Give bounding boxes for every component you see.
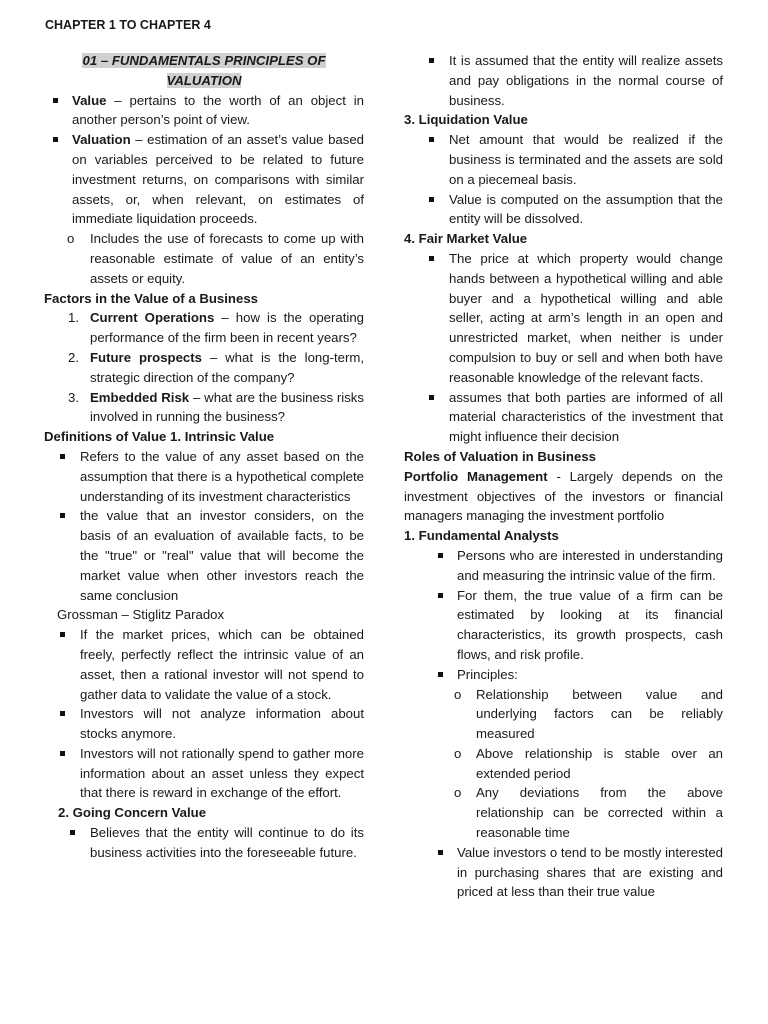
sub-bullet-marker: o [454, 686, 462, 702]
value-definition-text: – pertains to the worth of an object in another person’s point of view. [72, 92, 364, 128]
valuation-sub-text: Includes the use of forecasts to come up with reasonable estimate of value of an entity’s assets or equity. [90, 231, 364, 286]
section-title-line1: 01 – FUNDAMENTALS PRINCIPLES OF [82, 53, 326, 68]
bullet-icon [53, 137, 58, 142]
bullet-icon [60, 513, 65, 518]
paradox-label: Grossman – Stiglitz Paradox [57, 607, 225, 623]
bullet-icon [60, 711, 65, 716]
bullet-icon [70, 830, 75, 835]
factors-heading: Factors in the Value of a Business [44, 290, 258, 306]
portfolio-management [404, 467, 723, 526]
factor-text: – what are the business risks involved in running the business? [90, 389, 364, 425]
going-concern-bullet: Believes that the entity will continue to do its business activities into the foreseeable future. [44, 823, 364, 863]
principle-item: o Any deviations from the above relationship can be corrected within a reasonable time [454, 785, 723, 841]
analysts-bullet: Persons who are interested in understanding and measuring the intrinsic value of the firm. [404, 546, 723, 586]
valuation-definition [44, 130, 364, 229]
section-title-line2: VALUATION [166, 72, 242, 88]
valuation-sub-item [44, 229, 364, 288]
paradox-bullet: If the market prices, which can be obtained freely, perfectly reflect the intrinsic value of an asset, then a rational investor will not spend to gather data to validate the value of a stock. [44, 625, 364, 704]
bullet-icon [429, 137, 434, 142]
valuation-term: Valuation [72, 132, 131, 148]
portfolio-text: - Largely depends on the investment objectives of the investors or financial managers managing the investment portfolio [404, 468, 723, 524]
right-column [404, 51, 723, 902]
page-header: CHAPTER 1 TO CHAPTER 4 [45, 18, 211, 32]
section-title [76, 51, 332, 91]
bullet-icon [53, 98, 58, 103]
bullet-icon [438, 553, 443, 558]
principles-bullet [404, 665, 723, 685]
factor-text: – what is the long-term, strategic direction of the company? [90, 349, 365, 385]
factor-term: Current Operations [90, 310, 215, 326]
bullet-icon [438, 850, 443, 855]
bullet-icon [429, 256, 434, 261]
roles-heading: Roles of Valuation in Business [404, 448, 596, 464]
going-concern-bullet: It is assumed that the entity will realize assets and pay obligations in the normal course of business. [404, 51, 723, 110]
bullet-icon [60, 751, 65, 756]
bullet-icon [429, 197, 434, 202]
factor-term: Future prospects [90, 349, 202, 365]
valuation-definition-text: – estimation of an asset’s value based on variables perceived to be related to future investment returns, on comparisons with similar assets, or, when relevant, on estimates of immediate liquidation proceeds. [72, 132, 364, 227]
paradox-bullet: Investors will not analyze information about stocks anymore. [44, 704, 364, 744]
factor-term: Embedded Risk [90, 389, 190, 405]
value-investors-bullet: Value investors o tend to be mostly interested in purchasing shares that are existing and priced at less than their true value [404, 843, 723, 902]
bullet-icon [60, 454, 65, 459]
bullet-icon [60, 632, 65, 637]
fmv-bullet: assumes that both parties are informed of all material characteristics of the investment that might influence their decision [404, 388, 723, 447]
factor-number: 3. [68, 389, 79, 405]
principle-item: o Above relationship is stable over an extended period [454, 745, 723, 781]
factor-text: – how is the operating performance of the firm been in recent years? [90, 310, 364, 346]
sub-bullet-marker: o [454, 785, 462, 801]
bullet-icon [438, 672, 443, 677]
sub-bullet-marker: o [454, 745, 462, 761]
principles-label: Principles: [457, 666, 518, 682]
liquidation-bullet: Net amount that would be realized if the business is terminated and the assets are sold on a piecemeal basis. [404, 130, 723, 189]
bullet-icon [429, 395, 434, 400]
paradox-bullet: Investors will not rationally spend to gather more information about an asset unless they expect that there is reward in exchange of the effort. [44, 744, 364, 803]
fmv-bullet: The price at which property would change hands between a hypothetical willing and able buyer and a hypothetical willing and able seller, acting at arm’s length in an open and unrestricted market, when neither is under compulsion to buy or sell and when both have reasonable knowledge of the relevant facts. [404, 249, 723, 388]
liquidation-bullet: Value is computed on the assumption that the entity will be dissolved. [404, 190, 723, 230]
factor-item [44, 308, 364, 348]
value-term: Value [72, 92, 107, 108]
factor-number: 1. [68, 310, 79, 326]
factor-item [44, 388, 364, 428]
sub-bullet-marker: o [67, 231, 75, 247]
liquidation-heading: 3. Liquidation Value [404, 112, 528, 128]
analysts-heading: 1. Fundamental Analysts [404, 528, 559, 544]
factor-number: 2. [68, 349, 79, 365]
bullet-icon [438, 593, 443, 598]
value-definition [44, 91, 364, 131]
principle-item: o Relationship between value and underlying factors can be reliably measured [454, 686, 723, 742]
definitions-heading: Definitions of Value 1. Intrinsic Value [44, 429, 275, 445]
going-concern-heading: 2. Going Concern Value [58, 805, 207, 821]
analysts-bullet: For them, the true value of a firm can be estimated by looking at its financial characteristics, its growth prospects, cash flows, and risk profile. [404, 586, 723, 665]
portfolio-term: Portfolio Management [404, 468, 548, 484]
factor-item [44, 348, 364, 388]
intrinsic-bullet: the value that an investor considers, on the basis of an evaluation of available facts, to be the "true" or "real" value that will become the market value when other investors reach the same conclusion [44, 506, 364, 605]
bullet-icon [429, 58, 434, 63]
fmv-heading: 4. Fair Market Value [404, 231, 528, 247]
left-column [44, 51, 364, 863]
intrinsic-bullet: Refers to the value of any asset based on the assumption that there is a hypothetical complete understanding of its investment characteristics [44, 447, 364, 506]
